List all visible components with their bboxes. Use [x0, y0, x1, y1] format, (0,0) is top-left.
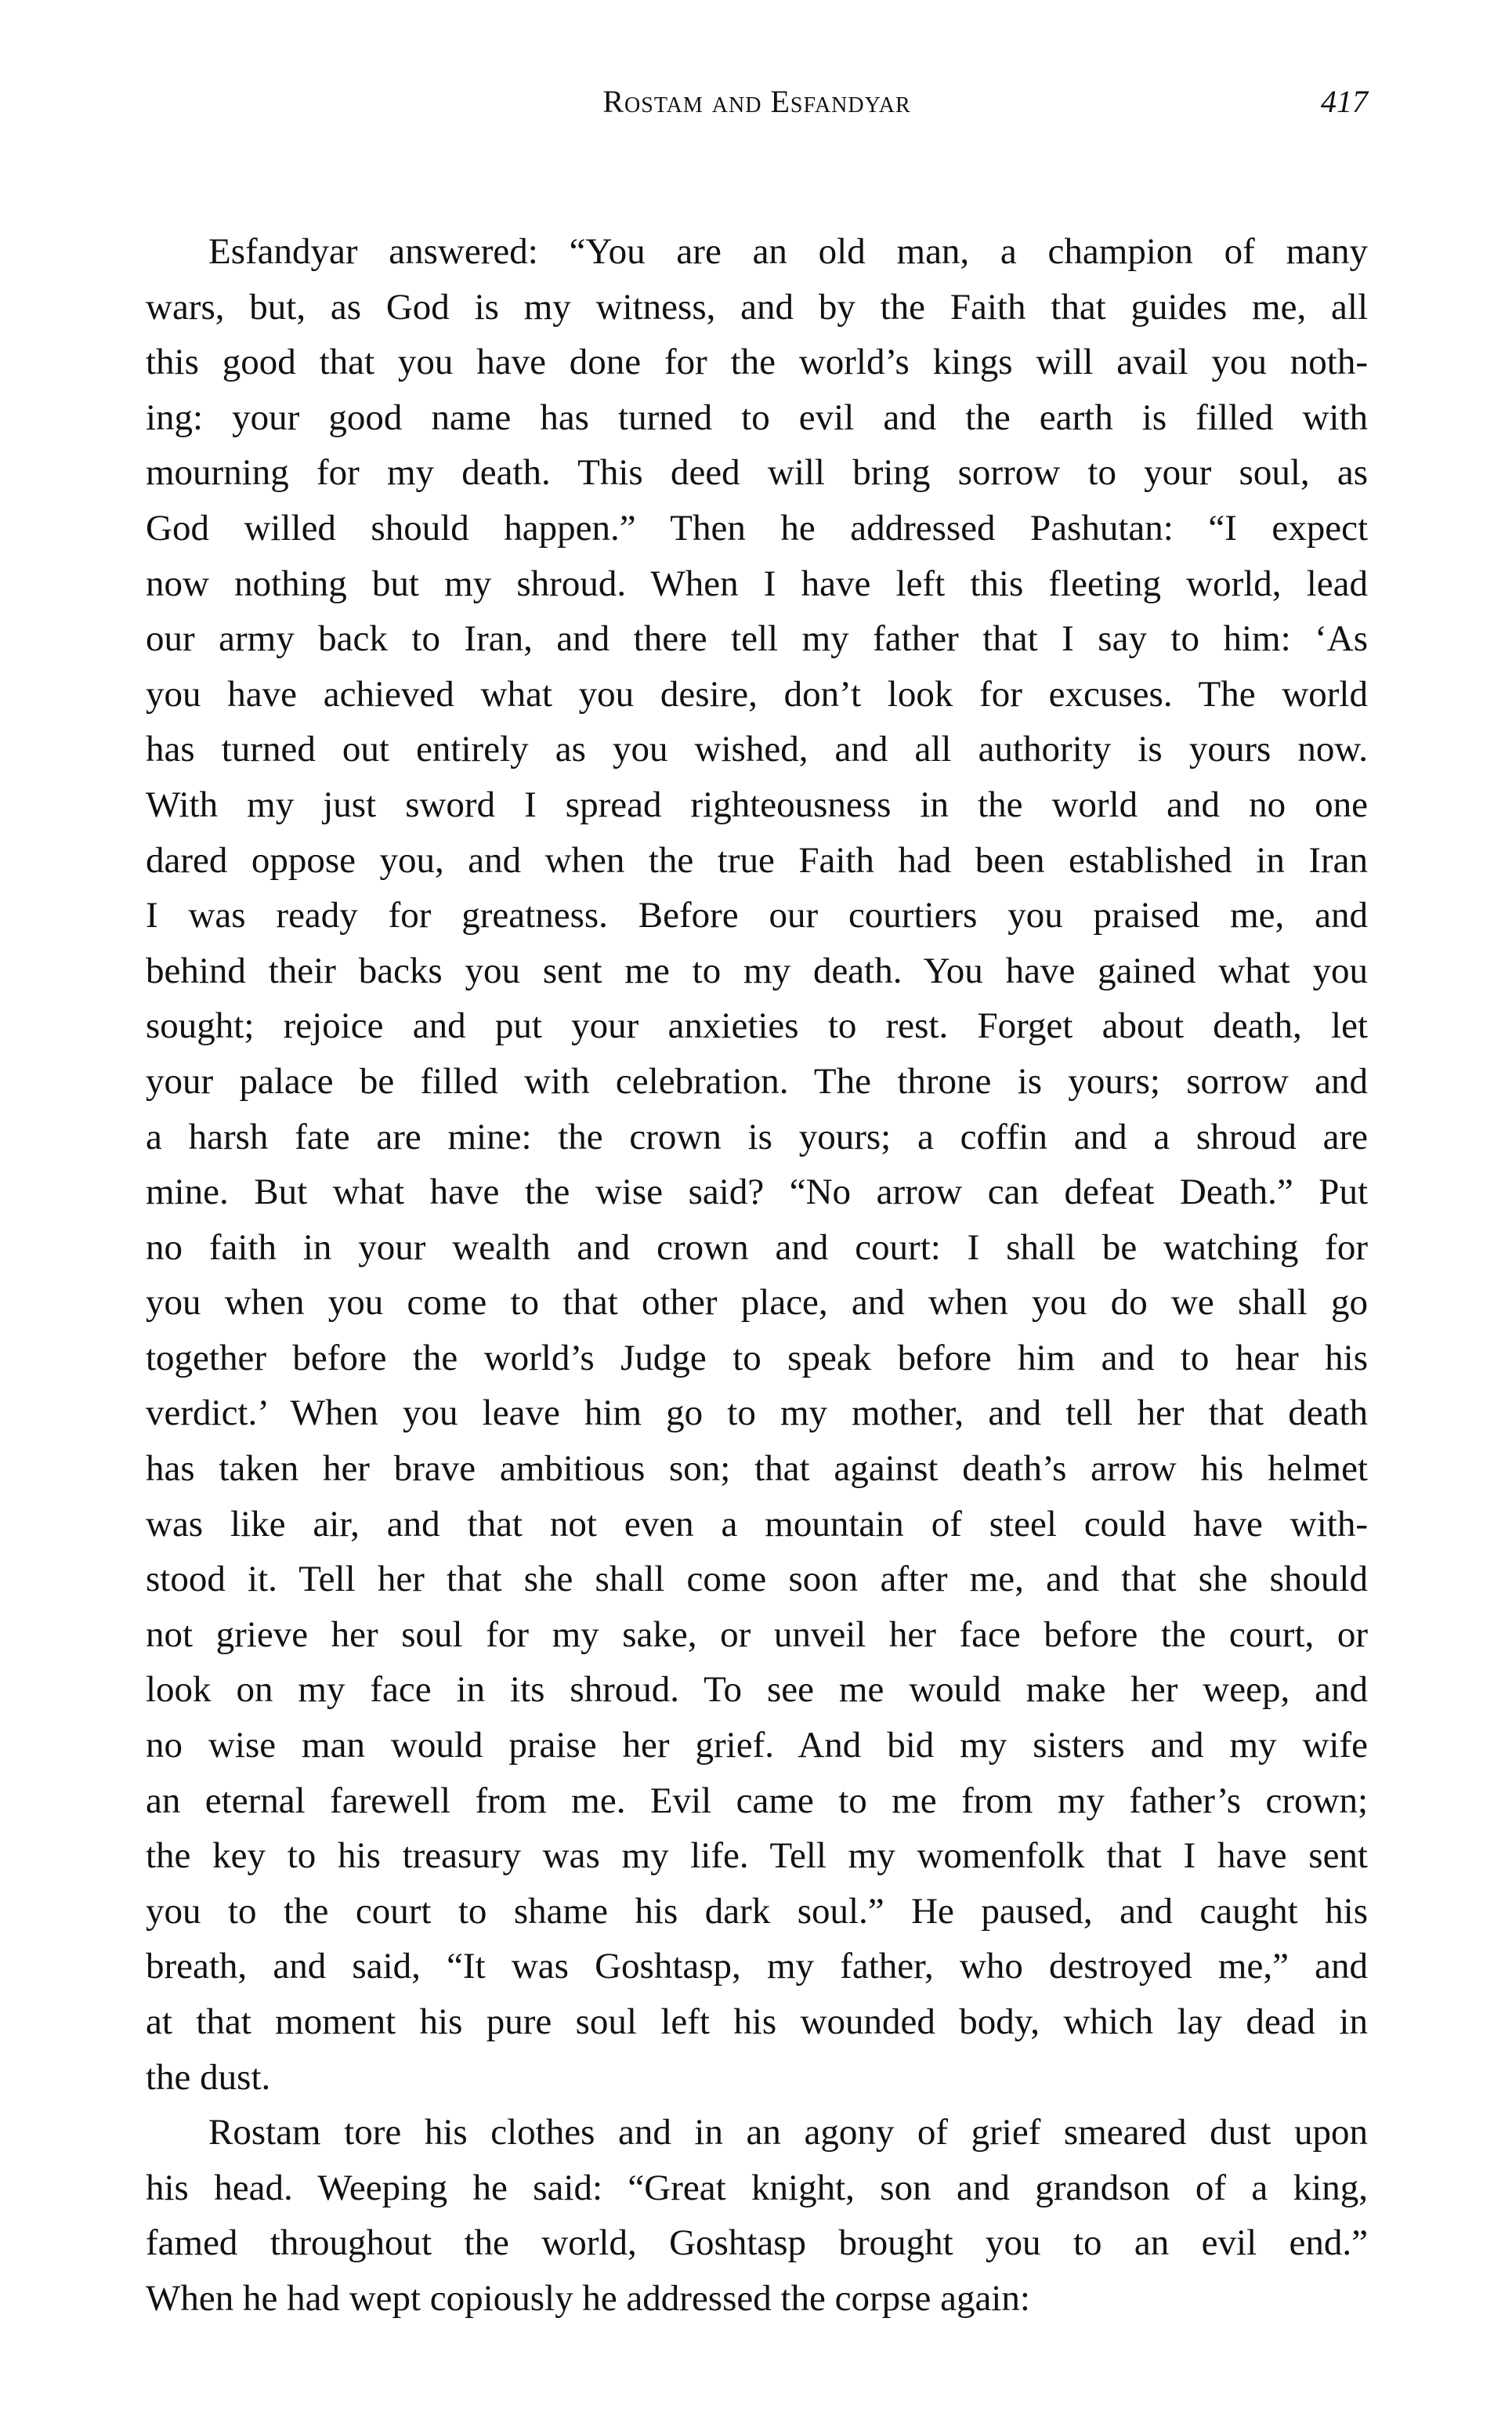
- text-line: our army back to Iran, and there tell my father that I say to him: ‘As: [146, 618, 1368, 660]
- body-text: [146, 224, 1368, 2327]
- text-line: together before the world’s Judge to speak before him and to hear his: [146, 1337, 1368, 1378]
- text-line: Rostam tore his clothes and in an agony of grief smeared dust upon: [208, 2112, 1368, 2153]
- text-line: mine. But what have the wise said? “No arrow can defeat Death.” Put: [146, 1172, 1368, 1213]
- text-line: I was ready for greatness. Before our courtiers you praised me, and: [146, 895, 1368, 936]
- text-line: now nothing but my shroud. When I have left this fleeting world, lead: [146, 563, 1368, 604]
- text-line: ing: your good name has turned to evil and the earth is filled with: [146, 397, 1368, 438]
- text-line: mourning for my death. This deed will bring sorrow to your soul, as: [146, 452, 1368, 494]
- text-line: famed throughout the world, Goshtasp brought you to an evil end.”: [146, 2222, 1368, 2264]
- text-line: the dust.: [146, 2056, 271, 2098]
- text-line: not grieve her soul for my sake, or unveil her face before the court, or: [146, 1614, 1368, 1655]
- text-line: has taken her brave ambitious son; that against death’s arrow his helmet: [146, 1448, 1368, 1490]
- text-line: wars, but, as God is my witness, and by the Faith that guides me, all: [146, 286, 1368, 328]
- text-line: sought; rejoice and put your anxieties to rest. Forget about death, let: [146, 1005, 1368, 1047]
- text-line: the key to his treasury was my life. Tell my womenfolk that I have sent: [146, 1835, 1368, 1877]
- text-line: you have achieved what you desire, don’t look for excuses. The world: [146, 673, 1368, 715]
- text-line: this good that you have done for the world’s kings will avail you noth-: [146, 342, 1368, 383]
- text-line: no faith in your wealth and crown and court: I shall be watching for: [146, 1226, 1368, 1268]
- text-line: dared oppose you, and when the true Faith had been established in Iran: [146, 839, 1368, 881]
- text-line: your palace be filled with celebration. The throne is yours; sorrow and: [146, 1060, 1368, 1102]
- text-line: you when you come to that other place, and when you do we shall go: [146, 1282, 1368, 1324]
- running-header: [146, 78, 1368, 125]
- text-line: With my just sword I spread righteousness in the world and no one: [146, 784, 1368, 825]
- text-line: behind their backs you sent me to my death. You have gained what you: [146, 950, 1368, 991]
- running-title: Rostam and Esfandyar: [602, 84, 911, 119]
- text-line: no wise man would praise her grief. And bid my sisters and my wife: [146, 1725, 1368, 1766]
- text-line: look on my face in its shroud. To see me would make her weep, and: [146, 1669, 1368, 1711]
- text-line: stood it. Tell her that she shall come soon after me, and that she should: [146, 1559, 1368, 1600]
- text-line: God willed should happen.” Then he addressed Pashutan: “I expect: [146, 507, 1368, 549]
- text-line: has turned out entirely as you wished, and all authority is yours now.: [146, 729, 1368, 770]
- text-line: an eternal farewell from me. Evil came to me from my father’s crown;: [146, 1780, 1368, 1821]
- text-line: breath, and said, “It was Goshtasp, my father, who destroyed me,” and: [146, 1946, 1368, 1987]
- text-line: you to the court to shame his dark soul.” He paused, and caught his: [146, 1890, 1368, 1932]
- paragraph-2: [146, 2105, 1368, 2326]
- text-line: verdict.’ When you leave him go to my mother, and tell her that death: [146, 1393, 1368, 1434]
- text-line: When he had wept copiously he addressed the corpse again:: [146, 2277, 1030, 2319]
- page-number: 417: [1321, 84, 1368, 119]
- paragraph-1: [146, 224, 1368, 2105]
- text-line: a harsh fate are mine: the crown is yours; a coffin and a shroud are: [146, 1116, 1368, 1157]
- text-line: his head. Weeping he said: “Great knight, son and grandson of a king,: [146, 2167, 1368, 2208]
- text-line: Esfandyar answered: “You are an old man, a champion of many: [208, 231, 1368, 272]
- text-line: was like air, and that not even a mountain of steel could have with-: [146, 1503, 1368, 1545]
- text-line: at that moment his pure soul left his wounded body, which lay dead in: [146, 2001, 1368, 2042]
